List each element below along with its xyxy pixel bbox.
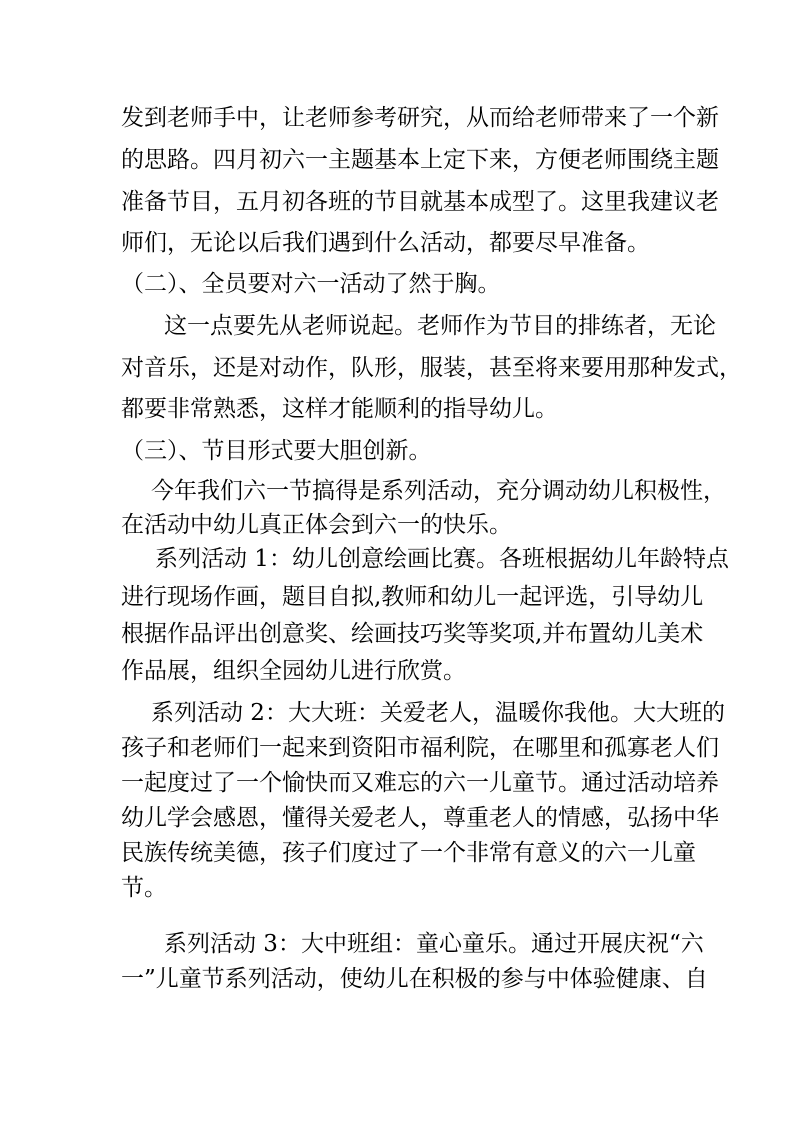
text-line: 民族传统美德，孩子们度过了一个非常有意义的六一儿童 bbox=[121, 840, 696, 866]
text-line: 进行现场作画，题目自拟,教师和幼儿一起评选，引导幼儿 bbox=[121, 584, 704, 610]
text-line: 师们，无论以后我们遇到什么活动，都要尽早准备。 bbox=[121, 230, 650, 256]
paragraph-line: 系列活动 3：大中班组：童心童乐。通过开展庆祝“六 bbox=[164, 931, 704, 957]
text-line: 的思路。四月初六一主题基本上定下来，方便老师围绕主题 bbox=[121, 147, 719, 173]
text-line: 幼儿学会感恩，懂得关爱老人，尊重老人的情感，弘扬中华 bbox=[121, 805, 719, 831]
text-line: 节。 bbox=[121, 875, 167, 901]
text-line: 发到老师手中，让老师参考研究，从而给老师带来了一个新 bbox=[121, 105, 719, 131]
text-line: 作品展，组织全园幼儿进行欣赏。 bbox=[121, 658, 466, 684]
paragraph-line: 系列活动 1：幼儿创意绘画比赛。各班根据幼儿年龄特点 bbox=[155, 546, 729, 572]
paragraph-line: 今年我们六一节搞得是系列活动，充分调动幼儿积极性， bbox=[151, 478, 726, 504]
section-heading: （三）、节目形式要大胆创新。 bbox=[121, 438, 432, 464]
paragraph-line: 这一点要先从老师说起。老师作为节目的排练者，无论 bbox=[164, 313, 716, 339]
text-line: 对音乐，还是对动作，队形，服装，甚至将来要用那种发式， bbox=[121, 355, 742, 381]
text-line: 一起度过了一个愉快而又难忘的六一儿童节。通过活动培养 bbox=[121, 770, 719, 796]
text-line: 准备节目，五月初各班的节目就基本成型了。这里我建议老 bbox=[121, 189, 719, 215]
text-line: 孩子和老师们一起来到资阳市福利院，在哪里和孤寡老人们 bbox=[121, 735, 719, 761]
text-line: 在活动中幼儿真正体会到六一的快乐。 bbox=[121, 512, 512, 538]
text-line: 一”儿童节系列活动，使幼儿在积极的参与中体验健康、自 bbox=[121, 966, 708, 992]
text-line: 都要非常熟悉，这样才能顺利的指导幼儿。 bbox=[121, 396, 558, 422]
paragraph-line: 系列活动 2：大大班：关爱老人，温暖你我他。大大班的 bbox=[151, 700, 725, 726]
section-heading: （二）、全员要对六一活动了然于胸。 bbox=[121, 271, 501, 297]
text-line: 根据作品评出创意奖、绘画技巧奖等奖项,并布置幼儿美术 bbox=[121, 621, 704, 647]
